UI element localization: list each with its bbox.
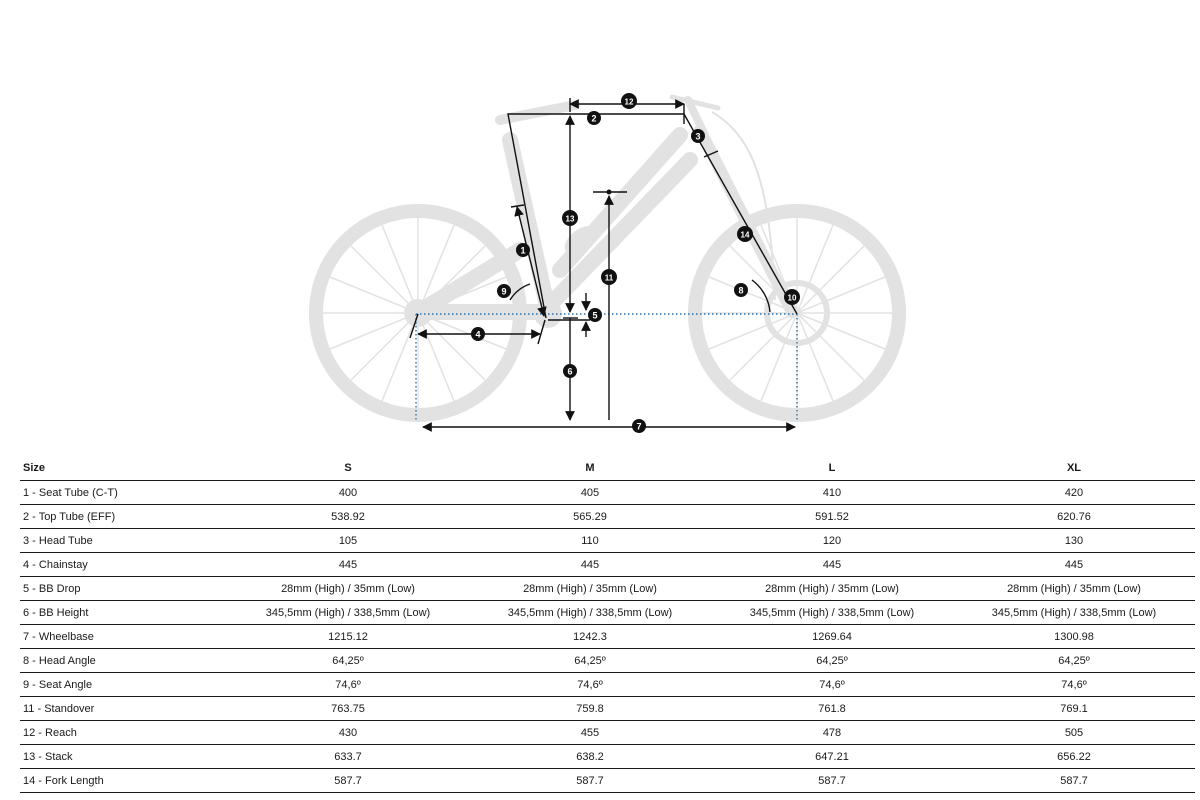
- table-cell: 28mm (High) / 35mm (Low): [711, 577, 953, 601]
- table-cell: 445: [711, 553, 953, 577]
- table-cell: 130: [953, 529, 1195, 553]
- table-row: [20, 625, 1195, 649]
- table-cell: 400: [227, 481, 469, 505]
- table-cell: 587.7: [469, 769, 711, 793]
- table-cell: 28mm (High) / 35mm (Low): [953, 577, 1195, 601]
- row-label: 8 - Head Angle: [20, 649, 227, 673]
- column-header: XL: [953, 456, 1195, 481]
- table-row: [20, 649, 1195, 673]
- svg-text:13: 13: [565, 214, 575, 224]
- badge-10: [784, 289, 800, 305]
- bike-silhouette: [316, 97, 899, 415]
- table-cell: 345,5mm (High) / 338,5mm (Low): [953, 601, 1195, 625]
- row-label: 11 - Standover: [20, 697, 227, 721]
- badge-8: [734, 283, 748, 297]
- badge-9: [497, 284, 511, 298]
- table-cell: 110: [469, 529, 711, 553]
- svg-text:8: 8: [738, 285, 744, 296]
- badge-3: [691, 129, 705, 143]
- column-header: S: [227, 456, 469, 481]
- row-label: 4 - Chainstay: [20, 553, 227, 577]
- table-cell: 445: [227, 553, 469, 577]
- table-cell: 445: [469, 553, 711, 577]
- row-label: 1 - Seat Tube (C-T): [20, 481, 227, 505]
- table-row: [20, 697, 1195, 721]
- table-header-row: [20, 456, 1195, 481]
- row-label: 9 - Seat Angle: [20, 673, 227, 697]
- row-label: 12 - Reach: [20, 721, 227, 745]
- table-cell: 591.52: [711, 505, 953, 529]
- table-row: [20, 601, 1195, 625]
- table-cell: 455: [469, 721, 711, 745]
- badge-5: [588, 308, 602, 322]
- svg-text:1: 1: [520, 245, 526, 256]
- table-row: [20, 505, 1195, 529]
- table-cell: 445: [953, 553, 1195, 577]
- column-header: Size: [20, 456, 227, 481]
- table-cell: 105: [227, 529, 469, 553]
- row-label: 5 - BB Drop: [20, 577, 227, 601]
- table-row: [20, 673, 1195, 697]
- column-header: L: [711, 456, 953, 481]
- table-cell: 1300.98: [953, 625, 1195, 649]
- table-cell: 647.21: [711, 745, 953, 769]
- row-label: 14 - Fork Length: [20, 769, 227, 793]
- table-cell: 74,6º: [711, 673, 953, 697]
- table-cell: 1269.64: [711, 625, 953, 649]
- table-cell: 638.2: [469, 745, 711, 769]
- svg-text:14: 14: [740, 230, 750, 240]
- svg-text:4: 4: [475, 329, 481, 340]
- frame: [430, 105, 690, 312]
- table-cell: 769.1: [953, 697, 1195, 721]
- row-label: 2 - Top Tube (EFF): [20, 505, 227, 529]
- badge-6: [563, 364, 577, 378]
- row-label: 3 - Head Tube: [20, 529, 227, 553]
- table-cell: 64,25º: [711, 649, 953, 673]
- row-label: 7 - Wheelbase: [20, 625, 227, 649]
- badge-11: [601, 269, 617, 285]
- table-cell: 345,5mm (High) / 338,5mm (Low): [227, 601, 469, 625]
- svg-text:5: 5: [592, 310, 598, 321]
- svg-text:2: 2: [591, 113, 597, 124]
- svg-text:7: 7: [636, 421, 642, 432]
- table-cell: 74,6º: [469, 673, 711, 697]
- badge-14: [737, 226, 753, 242]
- table-row: [20, 769, 1195, 793]
- table-cell: 74,6º: [227, 673, 469, 697]
- row-label: 6 - BB Height: [20, 601, 227, 625]
- table-cell: 345,5mm (High) / 338,5mm (Low): [469, 601, 711, 625]
- table-cell: 64,25º: [469, 649, 711, 673]
- table-cell: 763.75: [227, 697, 469, 721]
- table-cell: 64,25º: [227, 649, 469, 673]
- table-cell: 430: [227, 721, 469, 745]
- table-cell: 538.92: [227, 505, 469, 529]
- table-cell: 759.8: [469, 697, 711, 721]
- table-cell: 64,25º: [953, 649, 1195, 673]
- table-cell: 620.76: [953, 505, 1195, 529]
- table-row: [20, 577, 1195, 601]
- table-row: [20, 553, 1195, 577]
- svg-text:6: 6: [567, 366, 573, 377]
- table-row: [20, 721, 1195, 745]
- table-cell: 1215.12: [227, 625, 469, 649]
- badge-4: [471, 327, 485, 341]
- svg-text:3: 3: [695, 131, 701, 142]
- table-cell: 345,5mm (High) / 338,5mm (Low): [711, 601, 953, 625]
- table-cell: 478: [711, 721, 953, 745]
- table-cell: 587.7: [227, 769, 469, 793]
- geometry-table: [20, 456, 1195, 793]
- table-cell: 587.7: [953, 769, 1195, 793]
- table-cell: 405: [469, 481, 711, 505]
- table-cell: 74,6º: [953, 673, 1195, 697]
- svg-text:9: 9: [501, 286, 507, 297]
- badge-7: [632, 419, 646, 433]
- table-cell: 633.7: [227, 745, 469, 769]
- table-cell: 28mm (High) / 35mm (Low): [227, 577, 469, 601]
- table-cell: 761.8: [711, 697, 953, 721]
- table-cell: 28mm (High) / 35mm (Low): [469, 577, 711, 601]
- table-row: [20, 745, 1195, 769]
- table-cell: 505: [953, 721, 1195, 745]
- badge-12: [621, 93, 637, 109]
- table-cell: 565.29: [469, 505, 711, 529]
- badge-13: [562, 210, 578, 226]
- svg-text:10: 10: [787, 293, 797, 303]
- svg-text:12: 12: [624, 97, 634, 107]
- row-label: 13 - Stack: [20, 745, 227, 769]
- badge-2: [587, 111, 601, 125]
- table-cell: 420: [953, 481, 1195, 505]
- table-cell: 410: [711, 481, 953, 505]
- table-cell: 1242.3: [469, 625, 711, 649]
- table-cell: 587.7: [711, 769, 953, 793]
- column-header: M: [469, 456, 711, 481]
- badge-1: [516, 243, 530, 257]
- svg-text:11: 11: [604, 273, 614, 283]
- table-row: [20, 481, 1195, 505]
- table-row: [20, 529, 1195, 553]
- table-cell: 120: [711, 529, 953, 553]
- table-cell: 656.22: [953, 745, 1195, 769]
